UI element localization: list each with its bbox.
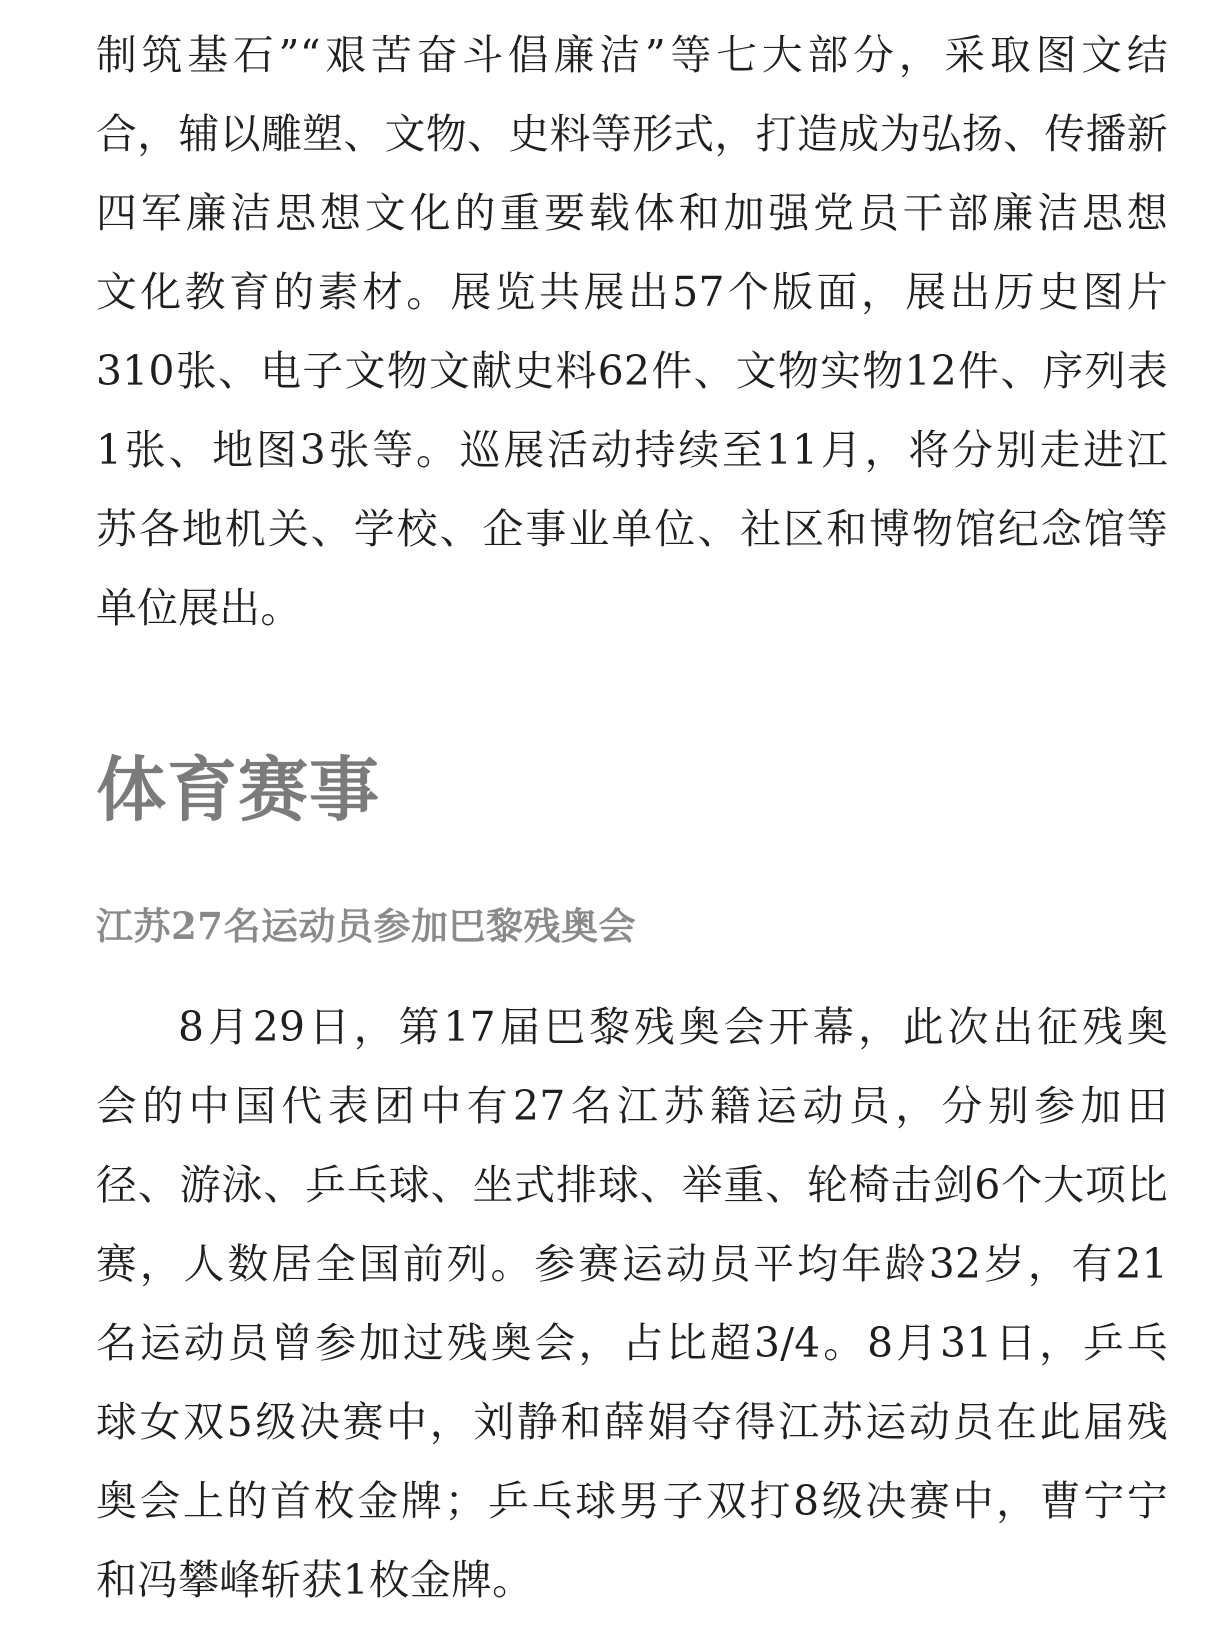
article-title: 江苏27名运动员参加巴黎残奥会 [96, 904, 636, 948]
text-line: 球女双5级决赛中，刘静和薛娟夺得江苏运动员在此届残 [96, 1398, 1168, 1446]
section-heading: 体育赛事 [96, 749, 380, 831]
text-line: 四军廉洁思想文化的重要载体和加强党员干部廉洁思想 [96, 189, 1168, 237]
text-line: 径、游泳、乒乓球、坐式排球、举重、轮椅击剑6个大项比 [96, 1161, 1168, 1209]
text-line: 奥会上的首枚金牌；乒乓球男子双打8级决赛中，曹宁宁 [96, 1477, 1168, 1525]
paragraph-paralympics [96, 988, 1168, 1620]
text-line: 赛，人数居全国前列。参赛运动员平均年龄32岁，有21 [96, 1240, 1168, 1288]
text-line: 文化教育的素材。展览共展出57个版面，展出历史图片 [96, 268, 1168, 316]
text-line: 苏各地机关、学校、企事业单位、社区和博物馆纪念馆等 [96, 505, 1168, 553]
text-line: 8月29日，第17届巴黎残奥会开幕，此次出征残奥 [178, 1003, 1168, 1051]
text-line: 会的中国代表团中有27名江苏籍运动员，分别参加田 [96, 1082, 1168, 1130]
text-line: 制筑基石”“艰苦奋斗倡廉洁”等七大部分，采取图文结 [96, 31, 1168, 79]
text-line: 和冯攀峰斩获1枚金牌。 [96, 1556, 534, 1604]
text-line: 名运动员曾参加过残奥会，占比超3/4。8月31日，乒乓 [96, 1319, 1168, 1367]
text-line: 1张、地图3张等。巡展活动持续至11月，将分别走进江 [96, 426, 1168, 474]
text-line: 310张、电子文物文献史料62件、文物实物12件、序列表 [96, 347, 1168, 395]
text-line: 合，辅以雕塑、文物、史料等形式，打造成为弘扬、传播新 [96, 110, 1168, 158]
paragraph-exhibition [96, 16, 1168, 648]
text-line: 单位展出。 [96, 584, 302, 632]
